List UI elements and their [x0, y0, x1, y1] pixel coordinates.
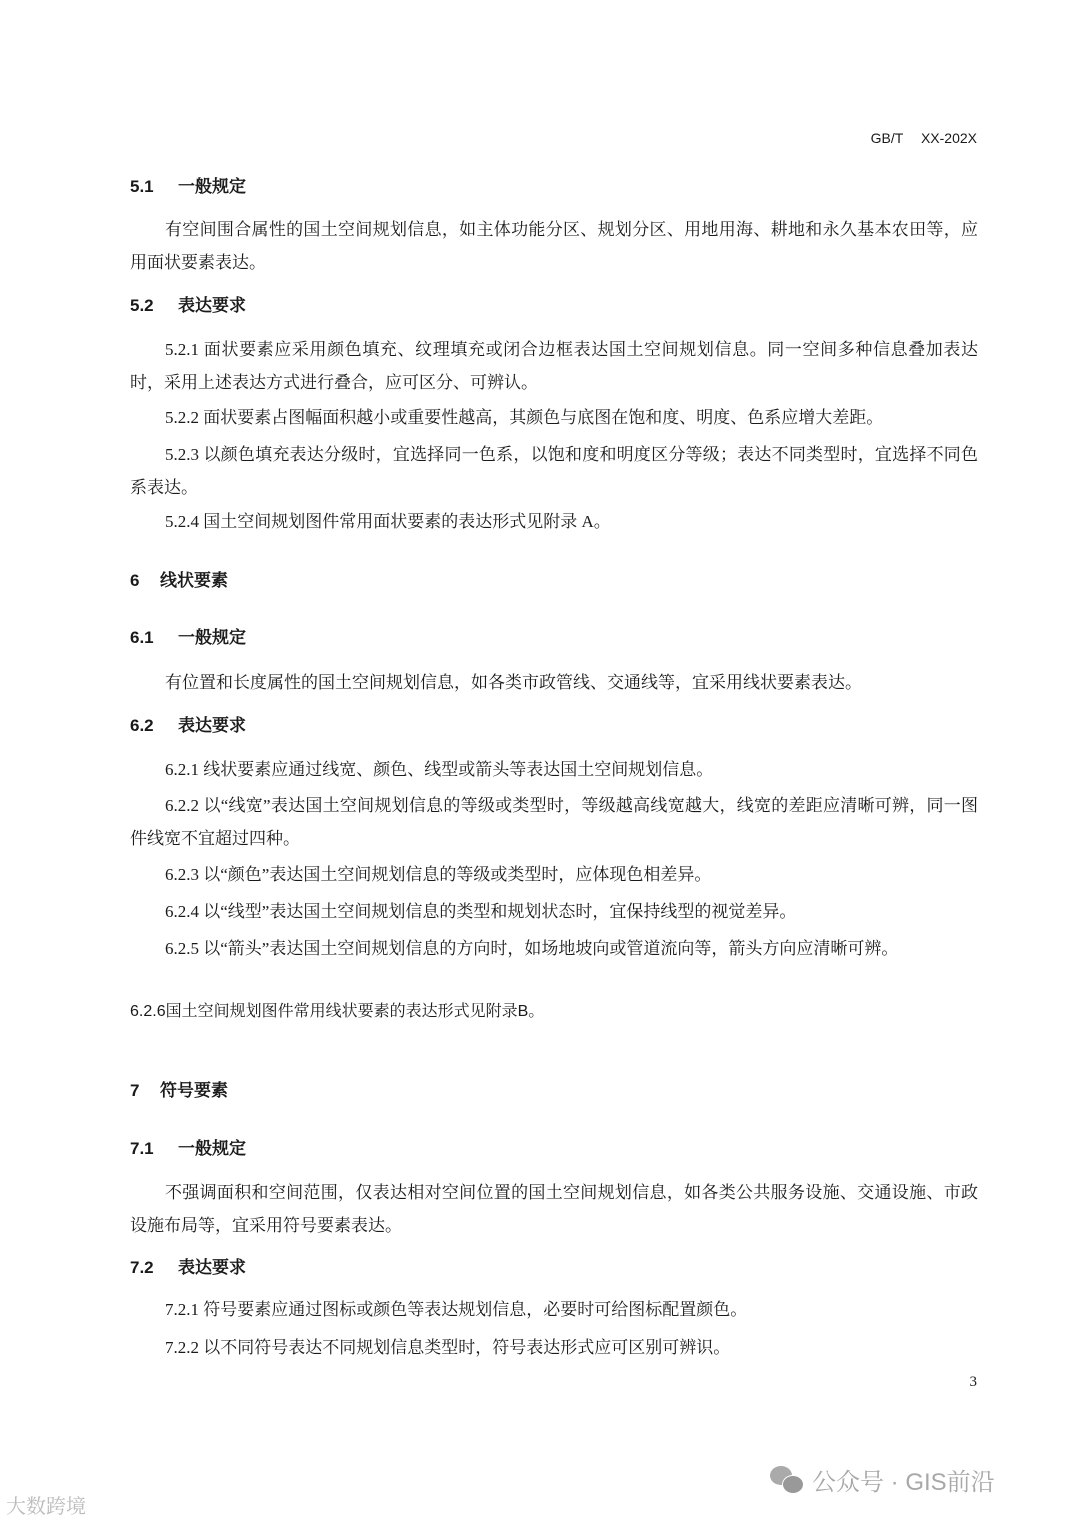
paragraph-7-1: 不强调面积和空间范围，仅表达相对空间位置的国土空间规划信息，如各类公共服务设施、交通设施、市政设施布局等，宜采用符号要素表达。	[130, 1183, 978, 1235]
paragraph-6-1: 有位置和长度属性的国土空间规划信息，如各类市政管线、交通线等，宜采用线状要素表达。	[165, 673, 862, 692]
paragraph-5-1: 有空间围合属性的国土空间规划信息，如主体功能分区、规划分区、用地用海、耕地和永久基本农田等，应用面状要素表达。	[130, 220, 978, 272]
clause-6-2-1: 6.2.1 线状要素应通过线宽、颜色、线型或箭头等表达国土空间规划信息。	[165, 760, 714, 779]
watermark-left-text: 大数跨境	[6, 1496, 86, 1518]
clause-6-2-3: 6.2.3 以“颜色”表达国土空间规划信息的等级或类型时，应体现色相差异。	[165, 865, 712, 884]
heading-7: 7 符号要素	[130, 1081, 228, 1100]
watermark-right-text: 公众号 · GIS前沿	[812, 1469, 995, 1496]
clause-7-2-1: 7.2.1 符号要素应通过图标或颜色等表达规划信息，必要时可给图标配置颜色。	[165, 1300, 748, 1319]
heading-6: 6 线状要素	[130, 571, 228, 590]
standard-header: GB/T XX-202X	[870, 130, 977, 146]
heading-5-1: 5.1 一般规定	[130, 177, 246, 196]
clause-6-2-2: 6.2.2 以“线宽”表达国土空间规划信息的等级或类型时，等级越高线宽越大，线宽的差距应清晰可辨，同一图件线宽不宜超过四种。	[130, 796, 978, 848]
heading-7-1: 7.1 一般规定	[130, 1139, 246, 1158]
clause-6-2-5: 6.2.5 以“箭头”表达国土空间规划信息的方向时，如场地坡向或管道流向等，箭头方向应清晰可辨。	[165, 939, 899, 958]
heading-7-2: 7.2 表达要求	[130, 1258, 246, 1277]
page-number: 3	[969, 1374, 977, 1390]
heading-6-1: 6.1 一般规定	[130, 628, 246, 647]
clause-5-2-1: 5.2.1 面状要素应采用颜色填充、纹理填充或闭合边框表达国土空间规划信息。同一空间多种信息叠加表达时，采用上述表达方式进行叠合，应可区分、可辨认。	[130, 340, 978, 392]
clause-7-2-2: 7.2.2 以不同符号表达不同规划信息类型时，符号表达形式应可区别可辨识。	[165, 1338, 731, 1357]
watermark-right	[770, 1462, 995, 1497]
heading-5-2: 5.2 表达要求	[130, 296, 246, 315]
clause-6-2-6: 6.2.6国土空间规划图件常用线状要素的表达形式见附录B。	[130, 1003, 545, 1020]
clause-6-2-4: 6.2.4 以“线型”表达国土空间规划信息的类型和规划状态时，宜保持线型的视觉差异。	[165, 902, 797, 921]
clause-5-2-3: 5.2.3 以颜色填充表达分级时，宜选择同一色系，以饱和度和明度区分等级；表达不同类型时，宜选择不同色系表达。	[130, 445, 978, 497]
clause-5-2-2: 5.2.2 面状要素占图幅面积越小或重要性越高，其颜色与底图在饱和度、明度、色系应增大差距。	[165, 408, 884, 427]
clause-5-2-4: 5.2.4 国土空间规划图件常用面状要素的表达形式见附录 A。	[165, 512, 611, 531]
wechat-icon	[770, 1466, 804, 1494]
heading-6-2: 6.2 表达要求	[130, 716, 246, 735]
watermark-left	[6, 1490, 86, 1519]
